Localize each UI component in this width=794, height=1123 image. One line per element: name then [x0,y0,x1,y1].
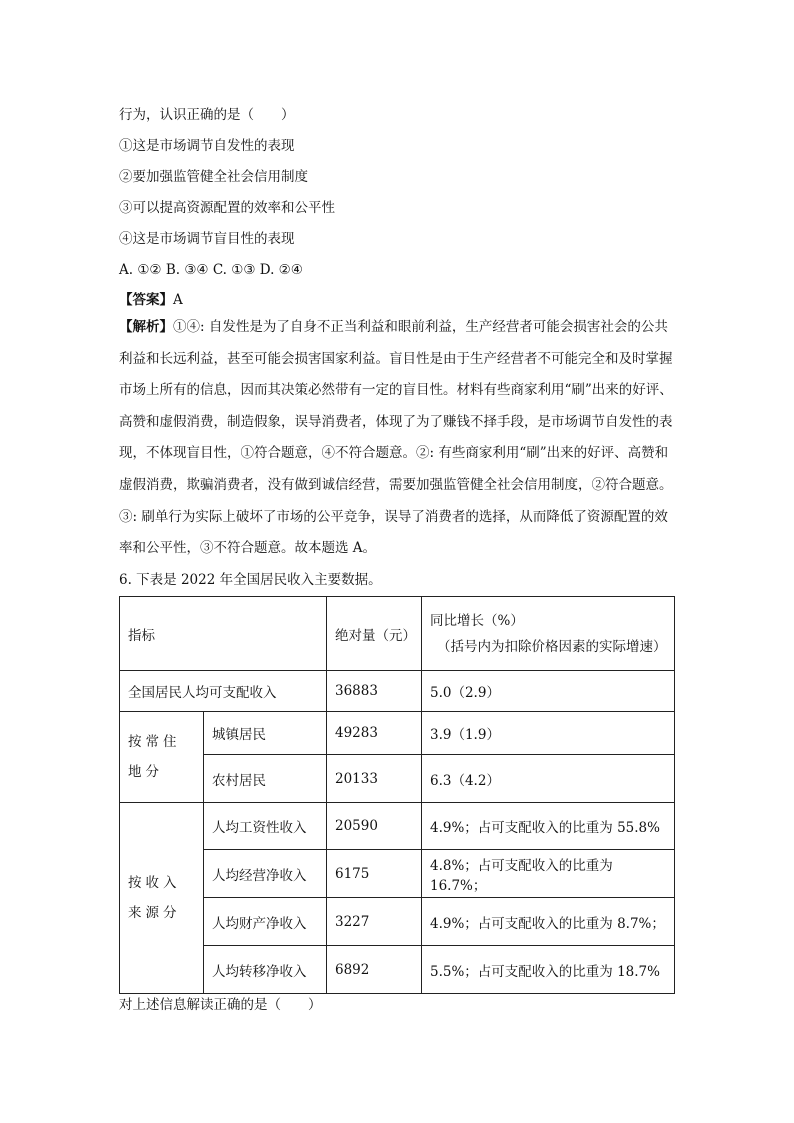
table-row [120,755,675,803]
table-row [120,712,675,755]
analysis-tag: 【解析】 [119,319,173,335]
row-growth: 4.8%；占可支配收入的比重为 16.7%； [422,850,675,898]
option-1: ①这是市场调节自发性的表现 [119,138,295,154]
table-row [120,671,675,712]
analysis-text: ①④: 自发性是为了自身不正当利益和眼前利益，生产经营者可能会损害社会的公共利益和长远利益，甚至可能会损害国家利益。盲目性是由于生产经营者不可能完全和及时掌握市场上所有的信息，因而其决策必然带有一定的盲目性。材料有些商家利用“刷”出来的好评、高赞和虚假消费，制造假象，误导消费者，体现了为了赚钱不择手段，是市场调节自发性的表现，不体现盲目性，①符合题意，④不符合题意。②: 有些商家利用“刷”出来的好评、高赞和虚假消费，欺骗消费者，没有做到诚信经营，需要加强监管健全社会信用制度，②符合题意。③: 刷单行为实际上破坏了市场的公平竞争，误导了消费者的选择，从而降低了资源配置的效率和公平性，③不符合题意。故本题选 A。 [119,319,673,557]
total-value: 36883 [327,671,422,712]
answer-line [119,291,183,309]
group-source: 按收入来源分 [120,803,204,994]
row-label: 人均工资性收入 [204,803,327,850]
row-growth: 4.9%；占可支配收入的比重为 55.8% [422,803,675,850]
row-value: 6892 [327,946,422,994]
question-stem-tail: 行为，认识正确的是（ ） [119,107,295,123]
analysis-paragraph [119,312,679,565]
row-label: 农村居民 [204,755,327,803]
row-value: 3227 [327,898,422,946]
question6-prompt: 对上述信息解读正确的是（ ） [119,997,322,1013]
group-residence: 按常住地分 [120,712,204,803]
row-label: 人均财产净收入 [204,898,327,946]
answer-choices: A. ①② B. ③④ C. ①③ D. ②④ [119,262,303,278]
table-row [120,850,675,898]
table-row [120,946,675,994]
row-label: 城镇居民 [204,712,327,755]
row-value: 49283 [327,712,422,755]
option-2: ②要加强监管健全社会信用制度 [119,169,308,185]
total-label: 全国居民人均可支配收入 [120,671,327,712]
header-indicator: 指标 [120,597,327,671]
row-growth: 6.3（4.2） [422,755,675,803]
row-growth: 5.5%；占可支配收入的比重为 18.7% [422,946,675,994]
row-growth: 4.9%；占可支配收入的比重为 8.7%； [422,898,675,946]
table-row [120,803,675,850]
row-value: 6175 [327,850,422,898]
table-row [120,898,675,946]
option-4: ④这是市场调节盲目性的表现 [119,231,295,247]
question6-title: 6. 下表是 2022 年全国居民收入主要数据。 [119,572,382,588]
table-header-row [120,597,675,671]
header-absolute: 绝对量（元） [327,597,422,671]
row-growth: 3.9（1.9） [422,712,675,755]
row-value: 20590 [327,803,422,850]
answer-value: A [173,292,183,308]
option-3: ③可以提高资源配置的效率和公平性 [119,200,335,216]
header-growth-line1: 同比增长（%） [430,612,524,629]
total-growth: 5.0（2.9） [422,671,675,712]
row-label: 人均转移净收入 [204,946,327,994]
income-table [119,596,675,994]
answer-tag: 【答案】 [119,292,173,308]
row-label: 人均经营净收入 [204,850,327,898]
header-growth [422,597,675,671]
header-growth-line2: （括号内为扣除价格因素的实际增速） [437,638,667,655]
row-value: 20133 [327,755,422,803]
